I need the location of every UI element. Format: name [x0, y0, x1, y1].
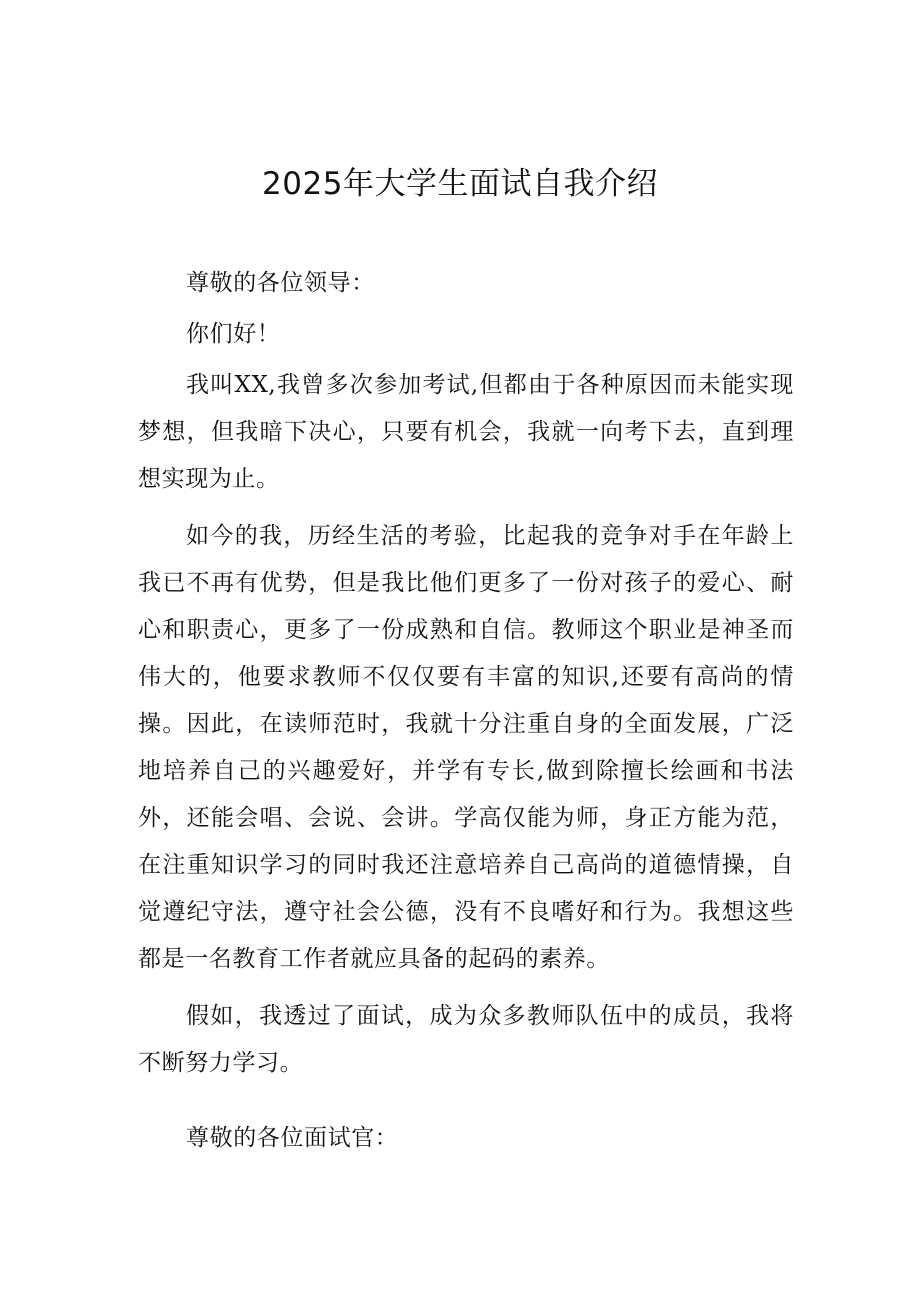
intro-paragraph: 我叫XX,我曾多次参加考试,但都由于各种原因而未能实现梦想，但我暗下决心，只要有机会，我就一向考下去，直到理想实现为止。	[138, 372, 794, 492]
document-body	[138, 260, 794, 1162]
document-title: 2025年大学生面试自我介绍	[262, 166, 658, 202]
greeting-paragraph: 你们好！	[186, 321, 281, 347]
second-salutation-paragraph: 尊敬的各位面试官：	[186, 1125, 399, 1151]
salutation-paragraph: 尊敬的各位领导：	[186, 270, 375, 296]
experience-paragraph: 如今的我，历经生活的考验，比起我的竞争对手在年龄上我已不再有优势，但是我比他们更多了一份对孩子的爱心、耐心和职责心，更多了一份成熟和自信。教师这个职业是神圣而伟大的，他要求教师不仅仅要有丰富的知识,还要有高尚的情操。因此，在读师范时，我就十分注重自身的全面发展，广泛地培养自己的兴趣爱好，并学有专长,做到除擅长绘画和书法外，还能会唱、会说、会讲。学高仅能为师，身正方能为范，在注重知识学习的同时我还注意培养自己高尚的道德情操，自觉遵纪守法，遵守社会公德，没有不良嗜好和行为。我想这些都是一名教育工作者就应具备的起码的素养。	[138, 523, 794, 972]
commitment-paragraph: 假如，我透过了面试，成为众多教师队伍中的成员，我将不断努力学习。	[138, 1003, 794, 1076]
